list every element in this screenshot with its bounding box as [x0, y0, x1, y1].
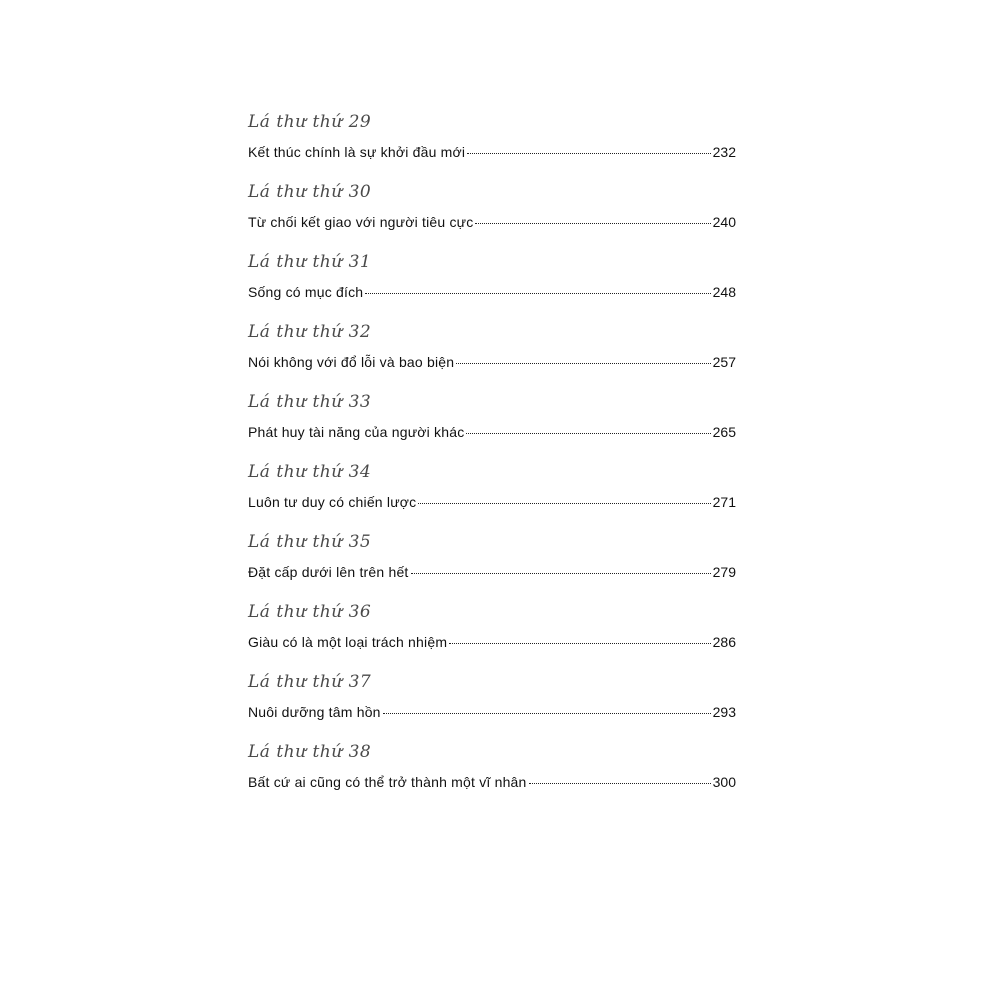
dot-leader [475, 223, 710, 224]
letter-number: Lá thư thứ 30 [248, 182, 372, 202]
toc-entry [248, 742, 736, 812]
chapter-line [248, 634, 736, 650]
toc-entry [248, 602, 736, 672]
letter-number: Lá thư thứ 37 [248, 672, 372, 692]
chapter-line [248, 214, 736, 230]
letter-number: Lá thư thứ 32 [248, 322, 372, 342]
page-number: 265 [712, 424, 736, 440]
chapter-line [248, 704, 736, 720]
letter-number: Lá thư thứ 34 [248, 462, 372, 482]
letter-number: Lá thư thứ 29 [248, 112, 372, 132]
letter-number: Lá thư thứ 36 [248, 602, 372, 622]
chapter-title: Kết thúc chính là sự khởi đầu mới [248, 144, 466, 160]
dot-leader [467, 153, 710, 154]
chapter-line [248, 564, 736, 580]
table-of-contents [248, 112, 736, 812]
chapter-line [248, 774, 736, 790]
page-number: 248 [712, 284, 736, 300]
toc-entry [248, 392, 736, 462]
toc-entry [248, 672, 736, 742]
chapter-line [248, 284, 736, 300]
chapter-title: Sống có mục đích [248, 284, 364, 300]
page-number: 286 [712, 634, 736, 650]
page-number: 293 [712, 704, 736, 720]
dot-leader [529, 783, 711, 784]
letter-number: Lá thư thứ 33 [248, 392, 372, 412]
letter-number: Lá thư thứ 38 [248, 742, 372, 762]
letter-number: Lá thư thứ 31 [248, 252, 372, 272]
chapter-line [248, 494, 736, 510]
page-number: 271 [712, 494, 736, 510]
toc-entry [248, 252, 736, 322]
chapter-title: Giàu có là một loại trách nhiệm [248, 634, 448, 650]
chapter-title: Từ chối kết giao với người tiêu cực [248, 214, 474, 230]
chapter-title: Phát huy tài năng của người khác [248, 424, 465, 440]
chapter-line [248, 424, 736, 440]
page-number: 279 [712, 564, 736, 580]
dot-leader [365, 293, 710, 294]
letter-number: Lá thư thứ 35 [248, 532, 372, 552]
chapter-title: Nuôi dưỡng tâm hồn [248, 704, 381, 720]
toc-entry [248, 532, 736, 602]
chapter-title: Bất cứ ai cũng có thể trở thành một vĩ nhân [248, 774, 527, 790]
dot-leader [418, 503, 710, 504]
toc-entry [248, 322, 736, 392]
page-number: 257 [712, 354, 736, 370]
toc-entry [248, 112, 736, 182]
dot-leader [383, 713, 711, 714]
toc-entry [248, 182, 736, 252]
chapter-line [248, 354, 736, 370]
page-number: 300 [712, 774, 736, 790]
chapter-title: Luôn tư duy có chiến lược [248, 494, 417, 510]
chapter-line [248, 144, 736, 160]
toc-entry [248, 462, 736, 532]
dot-leader [466, 433, 710, 434]
dot-leader [411, 573, 711, 574]
chapter-title: Đặt cấp dưới lên trên hết [248, 564, 409, 580]
page-number: 232 [712, 144, 736, 160]
chapter-title: Nói không với đổ lỗi và bao biện [248, 354, 455, 370]
page-number: 240 [712, 214, 736, 230]
dot-leader [456, 363, 710, 364]
dot-leader [449, 643, 710, 644]
